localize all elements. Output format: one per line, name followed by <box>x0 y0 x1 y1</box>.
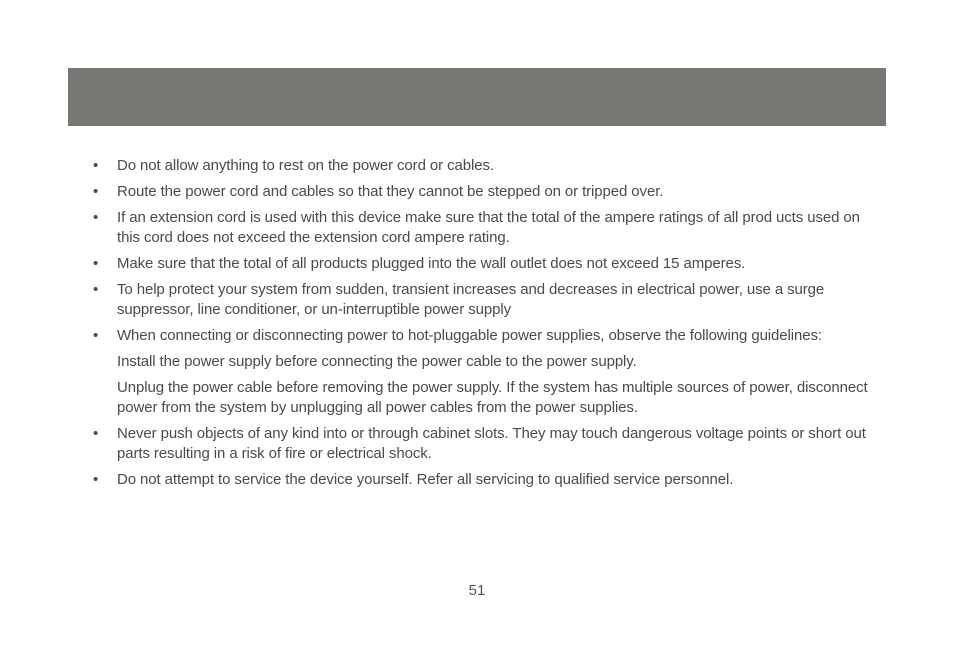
list-item-text: Make sure that the total of all products plugged into the wall outlet does not exceed 15 amperes. <box>117 255 746 272</box>
bullet-marker: • <box>93 327 99 344</box>
list-item <box>88 326 868 346</box>
header-bar <box>68 68 886 126</box>
sub-paragraph-text: Install the power supply before connecting the power cable to the power supply. <box>117 353 637 370</box>
list-item <box>88 208 868 248</box>
list-item-text: When connecting or disconnecting power to hot-pluggable power supplies, observe the following guidelines: <box>117 327 822 344</box>
list-item <box>88 254 868 274</box>
sub-paragraph <box>88 352 868 372</box>
bullet-marker: • <box>93 255 99 272</box>
sub-paragraph <box>88 378 868 418</box>
bullet-marker: • <box>93 183 99 200</box>
bullet-marker: • <box>93 425 99 442</box>
list-item-text: Route the power cord and cables so that they cannot be stepped on or tripped over. <box>117 183 664 200</box>
bullet-marker: • <box>93 209 99 226</box>
sub-paragraph-text: Unplug the power cable before removing the power supply. If the system has multiple sources of power, disconnect power from the system by unplugging all power cables from the power supplies. <box>117 379 868 416</box>
list-item <box>88 470 868 490</box>
list-item <box>88 280 868 320</box>
list-item <box>88 182 868 202</box>
bullet-marker: • <box>93 281 99 298</box>
page-number: 51 <box>468 582 486 599</box>
list-item-text: Do not attempt to service the device yourself. Refer all servicing to qualified service personnel. <box>117 471 734 488</box>
safety-instructions-list <box>88 156 868 496</box>
list-item-text: Never push objects of any kind into or through cabinet slots. They may touch dangerous voltage points or short out parts resulting in a risk of fire or electrical shock. <box>117 425 866 462</box>
list-item-text: If an extension cord is used with this device make sure that the total of the ampere ratings of all prod ucts used on this cord does not exceed the extension cord ampere rating. <box>117 209 860 246</box>
bullet-marker: • <box>93 157 99 174</box>
list-item <box>88 156 868 176</box>
list-item <box>88 424 868 464</box>
list-item-text: Do not allow anything to rest on the power cord or cables. <box>117 157 494 174</box>
bullet-marker: • <box>93 471 99 488</box>
list-item-text: To help protect your system from sudden, transient increases and decreases in electrical power, use a surge suppressor, line conditioner, or un-interruptible power supply <box>117 281 825 318</box>
